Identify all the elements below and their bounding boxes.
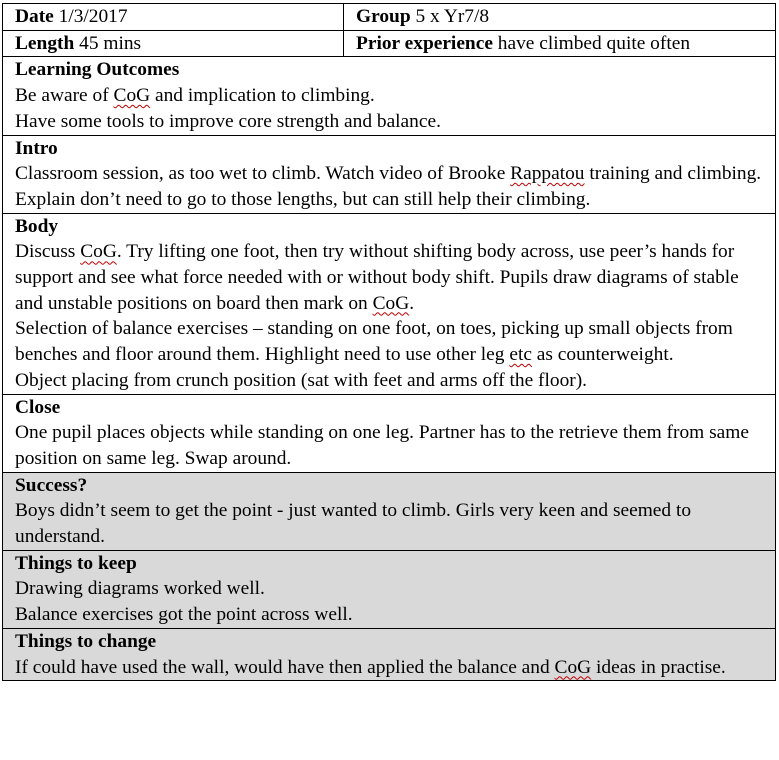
things-to-change-pre: If could have used the wall, would have then applied the balance and (15, 656, 555, 678)
things-to-change-heading: Things to change (15, 630, 157, 652)
body-p1-b: . Try lifting one foot, then try without shifting body across, use peer’s hands for support and see what force needed with or without body shift. Pupils draw diagrams of stable and unstable positions on board then mark on (15, 241, 739, 314)
body-p1-c: . (409, 292, 415, 314)
learning-outcome-1-post: and implication to climbing. (150, 85, 375, 107)
success-heading: Success? (15, 474, 88, 496)
body-p1-a: Discuss (15, 241, 81, 263)
success-cell (3, 472, 776, 550)
intro-row (3, 135, 776, 213)
learning-outcomes-row (3, 57, 776, 135)
things-to-keep-heading: Things to keep (15, 552, 137, 574)
prior-experience-cell (344, 30, 776, 57)
things-to-keep-1: Drawing diagrams worked well. (15, 578, 265, 600)
learning-outcome-1-pre: Be aware of (15, 85, 114, 107)
intro-heading: Intro (15, 137, 58, 159)
success-row (3, 472, 776, 550)
things-to-change-text (15, 655, 763, 681)
body-p2-b: as counterweight. (531, 344, 674, 366)
date-cell (3, 4, 344, 31)
body-cell (3, 213, 776, 394)
intro-text-name: Rappatou (510, 163, 585, 185)
learning-outcome-1-cog: CoG (113, 85, 151, 107)
lesson-plan-table (2, 3, 776, 681)
intro-text (15, 161, 763, 212)
body-p1-cog-2: CoG (372, 292, 410, 314)
learning-outcome-2: Have some tools to improve core strength and balance. (15, 110, 441, 132)
body-p2-etc: etc (509, 344, 532, 366)
success-text: Boys didn’t seem to get the point - just wanted to climb. Girls very keen and seemed to understand. (15, 500, 692, 548)
length-value: 45 mins (79, 32, 142, 54)
learning-outcome-1 (15, 83, 763, 109)
length-cell (3, 30, 344, 57)
date-label: Date (15, 6, 54, 27)
body-paragraph-1 (15, 239, 763, 316)
intro-text-post: training and climbing. Explain don’t need to go to those lengths, but can still help their climbing. (15, 163, 762, 210)
close-row (3, 394, 776, 472)
close-heading: Close (15, 396, 61, 418)
intro-cell (3, 135, 776, 213)
things-to-change-row (3, 628, 776, 680)
group-cell (344, 4, 776, 31)
intro-text-pre: Classroom session, as too wet to climb. Watch video of Brooke (15, 163, 511, 185)
things-to-keep-row (3, 550, 776, 628)
prior-experience-value: have climbed quite often (497, 32, 691, 54)
body-p1-cog-1: CoG (80, 241, 117, 263)
close-text: One pupil places objects while standing on one leg. Partner has to the retrieve them from same position on same leg. Swap around. (15, 422, 749, 469)
meta-row-2 (3, 30, 776, 57)
things-to-change-post: ideas in practise. (591, 656, 726, 678)
prior-experience-label: Prior experience (356, 32, 493, 54)
meta-row-1 (3, 4, 776, 31)
learning-outcomes-cell (3, 57, 776, 135)
body-heading: Body (15, 215, 59, 237)
body-p2-a: Selection of balance exercises – standing on one foot, on toes, picking up small objects from benches and floor around them. Highlight need to use other leg (15, 318, 733, 366)
things-to-keep-2: Balance exercises got the point across well. (15, 604, 353, 626)
body-row (3, 213, 776, 394)
body-paragraph-2 (15, 316, 763, 367)
group-label: Group (356, 6, 411, 27)
close-cell (3, 394, 776, 472)
things-to-change-cell (3, 628, 776, 680)
things-to-keep-cell (3, 550, 776, 628)
date-value: 1/3/2017 (58, 6, 128, 27)
things-to-change-cog: CoG (554, 656, 592, 678)
length-label: Length (15, 32, 75, 54)
group-value: 5 x Yr7/8 (415, 6, 490, 27)
body-paragraph-3: Object placing from crunch position (sat with feet and arms off the floor). (15, 369, 588, 391)
learning-outcomes-heading: Learning Outcomes (15, 59, 180, 81)
